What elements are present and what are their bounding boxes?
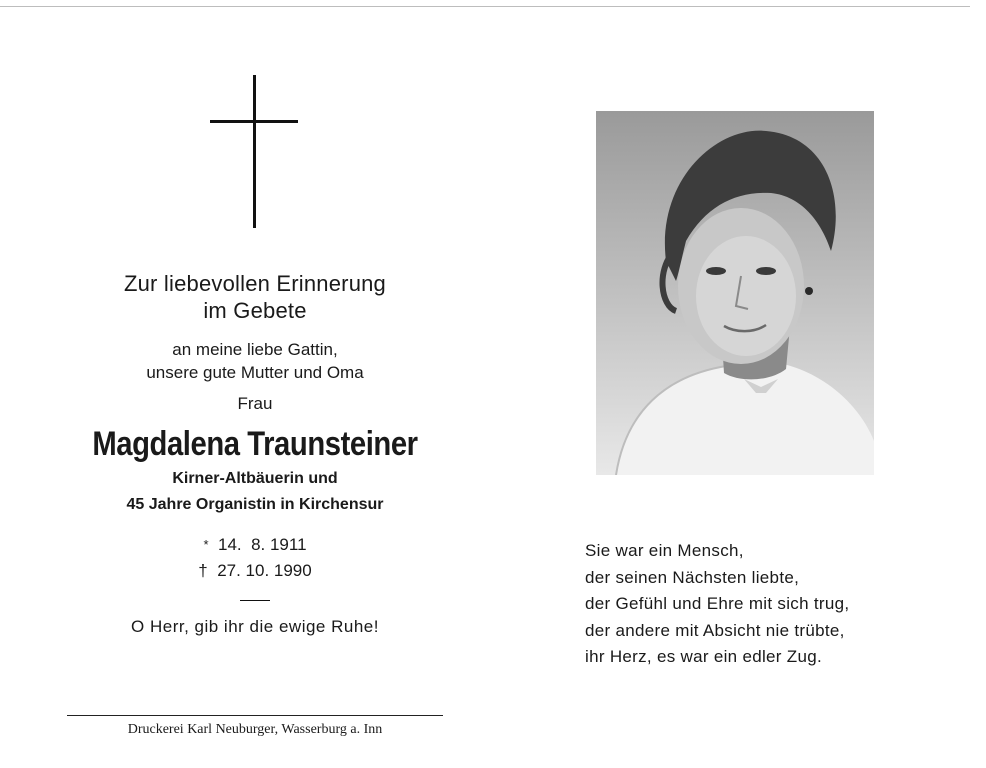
occupation-line-1: Kirner-Altbäuerin und [172,470,338,487]
birth-symbol: * [203,537,209,552]
birth-date: 14. 8. 1911 [217,535,307,554]
death-symbol: † [198,561,208,580]
birth-date-row [60,532,450,558]
salutation: Frau [237,394,273,413]
deceased-name: Magdalena Traunsteiner [92,425,418,463]
poem-line: Sie war ein Mensch, [585,541,744,560]
printer-divider [67,715,443,716]
portrait-photo [596,111,874,475]
top-edge-line [0,6,970,7]
death-date: 27. 10. 1990 [217,561,312,580]
dedication-line-1: Zur liebevollen Erinnerung [123,271,386,296]
poem-line: der Gefühl und Ehre mit sich trug, [585,594,850,613]
latin-cross-icon [210,70,300,230]
relation-line-2: unsere gute Mutter und Oma [146,363,364,382]
poem [585,538,849,671]
life-dates [60,532,450,584]
death-date-row [60,558,450,584]
relation-line-1: an meine liebe Gattin, [172,340,338,359]
occupation-line-2: 45 Jahre Organistin in Kirchensur [126,496,384,513]
prayer-line: O Herr, gib ihr die ewige Ruhe! [131,617,379,636]
left-panel [60,70,450,637]
separator-dash [240,600,270,601]
poem-line: ihr Herz, es war ein edler Zug. [585,647,822,666]
poem-line: der andere mit Absicht nie trübte, [585,620,845,640]
printer-credit: Druckerei Karl Neuburger, Wasserburg a. Inn [127,722,383,737]
dedication-line-2: im Gebete [203,298,307,323]
poem-line: der seinen Nächsten liebte, [585,567,800,587]
